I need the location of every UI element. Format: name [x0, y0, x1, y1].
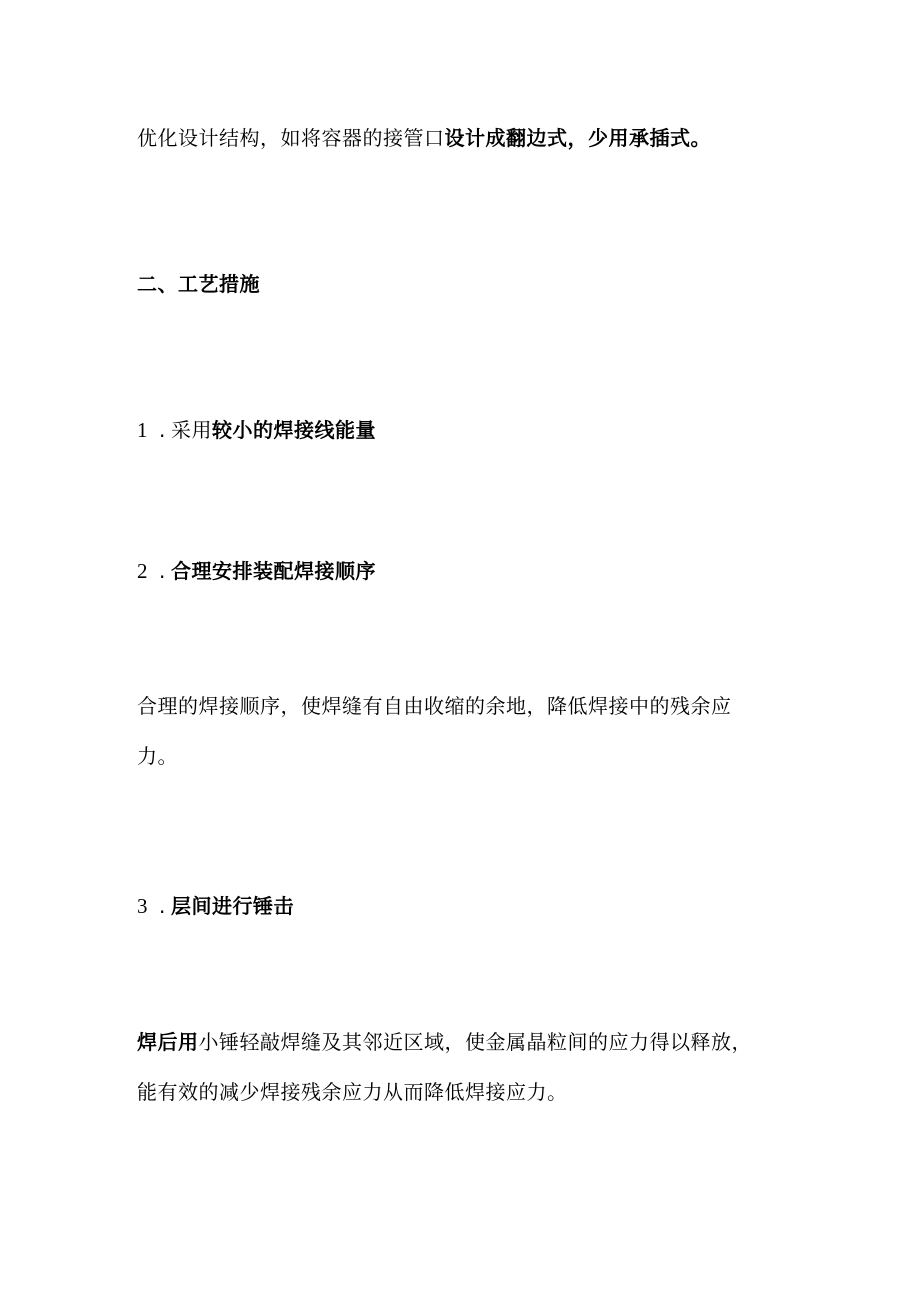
- paragraph-design-structure: [137, 124, 711, 152]
- paragraph-welding-order-line2: [137, 742, 178, 770]
- section-heading-text: 二、工艺措施: [137, 272, 260, 296]
- paragraph-welding-order-line1: [137, 692, 732, 720]
- list-item-2: [137, 557, 376, 585]
- section-heading-process-measures: [137, 270, 260, 298]
- list-item-3: [137, 892, 294, 920]
- paragraph-text: 优化设计结构，如将容器的接管口: [137, 126, 445, 150]
- list-item-1: [137, 416, 376, 444]
- list-item-dot: .: [159, 559, 166, 583]
- list-item-number: 3: [137, 894, 148, 918]
- paragraph-text: 合理的焊接顺序，使焊缝有自由收缩的余地，降低焊接中的残余应: [137, 694, 732, 718]
- list-item-number: 1: [137, 418, 148, 442]
- list-item-dot: .: [159, 418, 166, 442]
- list-item-bold-text: 层间进行锤击: [171, 894, 294, 918]
- list-item-bold-text: 合理安排装配焊接顺序: [171, 559, 376, 583]
- paragraph-text: 小锤轻敲焊缝及其邻近区域，使金属晶粒间的应力得以释放，: [198, 1030, 752, 1054]
- paragraph-text: 能有效的减少焊接残余应力从而降低焊接应力。: [137, 1080, 568, 1104]
- list-item-text: 采用: [171, 418, 212, 442]
- paragraph-bold-text: 设计成翻边式，少用承插式。: [444, 126, 711, 150]
- list-item-dot: .: [159, 894, 166, 918]
- paragraph-text: 力。: [137, 744, 178, 768]
- paragraph-hammering-line2: [137, 1078, 568, 1106]
- paragraph-bold-text: 焊后用: [137, 1030, 199, 1054]
- paragraph-hammering-line1: [137, 1028, 752, 1056]
- list-item-number: 2: [137, 559, 148, 583]
- list-item-bold-text: 较小的焊接线能量: [212, 418, 376, 442]
